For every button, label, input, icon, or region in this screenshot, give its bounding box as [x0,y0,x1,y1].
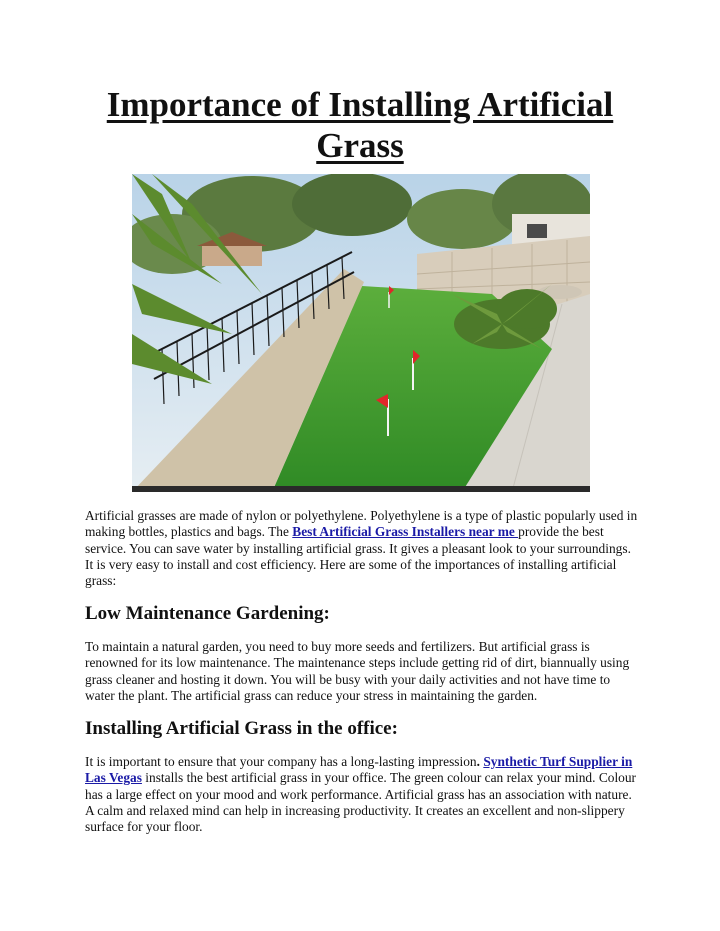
intro-text-2: provide the best service. You can save water by installing artificial grass. It gives a pleasant look to your surroundings. It is very easy to install and cost efficiency. Here are some of the importances of installing artificial grass: [85,524,631,589]
artificial-grass-photo-icon [132,174,590,492]
page-title: Importance of Installing Artificial Grass [106,85,614,165]
office-text-2: installs the best artificial grass in your office. The green colour can relax your mind. Colour has a large effect on your mood and work performance. Artificial grass has an association with nature. A calm and relaxed mind can help in increasing productivity. It creates an excellent and non-slippery surface for your floor. [85,770,637,835]
section-heading-low-maintenance: Low Maintenance Gardening: [85,603,330,624]
intro-text-1: Artificial grasses are made of nylon or polyethylene. Polyethylene is a type of plastic popularly used in making bottles, plastics and bags. The [85,508,638,540]
turf-supplier-link[interactable]: Synthetic Turf Supplier in Las Vegas [85,754,633,786]
intro-paragraph [85,508,641,589]
low-maintenance-paragraph: To maintain a natural garden, you need to buy more seeds and fertilizers. But artificial grass is renowned for its low maintenance. The maintenance steps include getting rid of dirt, biannually using grass cleaner and hosting it down. You will be busy with your daily activities and not have time to water the plant. The artificial grass can reduce your stress in maintaining the garden. [85,639,630,703]
office-text-1: It is important to ensure that your company has a long-lasting impression [85,754,477,769]
installers-link[interactable]: Best Artificial Grass Installers near me [292,524,519,540]
office-period: . [476,754,480,769]
section-heading-office: Installing Artificial Grass in the office: [85,718,398,739]
hero-image [132,174,590,492]
office-paragraph [85,754,641,835]
